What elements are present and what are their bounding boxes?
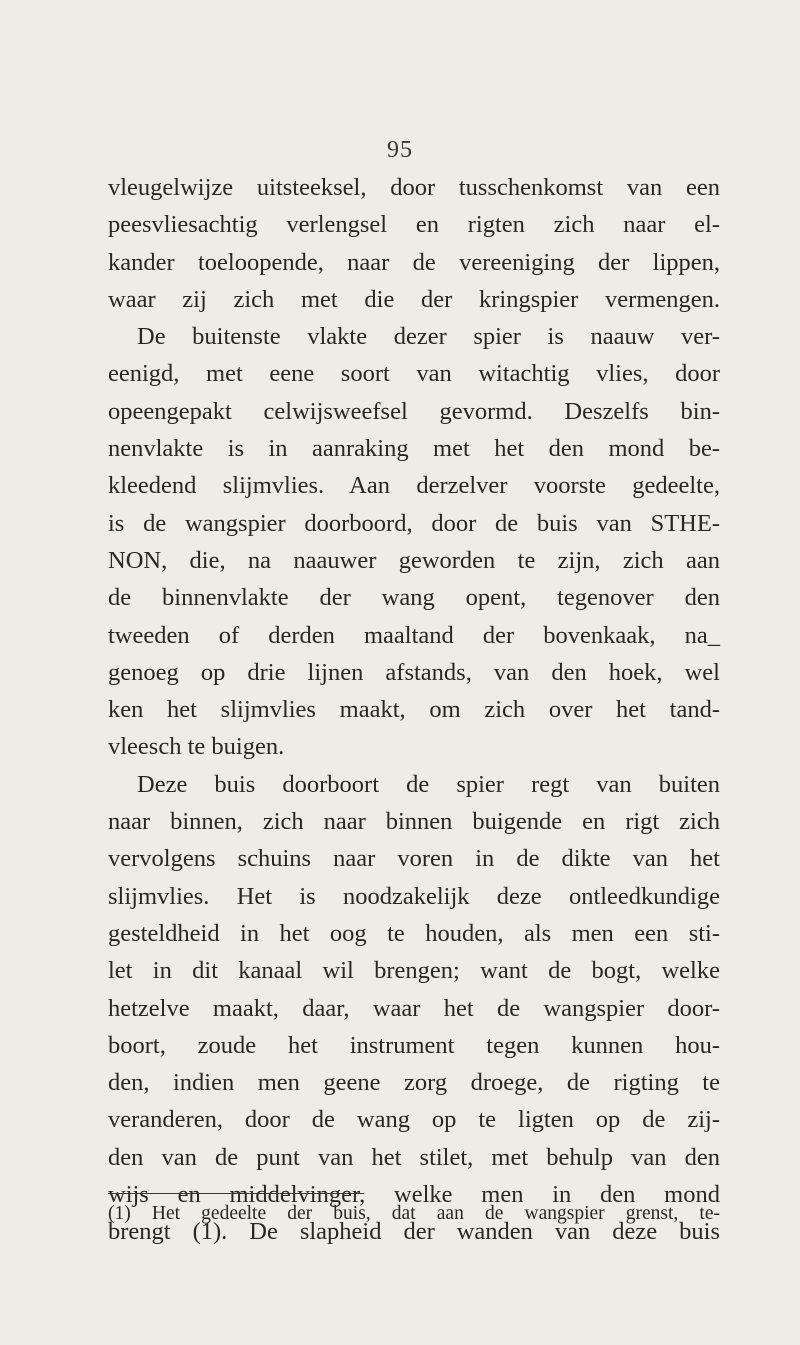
text-line: hetzelve maakt, daar, waar het de wangspier door-	[108, 994, 720, 1022]
text-line: kleedend slijmvlies. Aan derzelver voorste gedeelte,	[108, 472, 720, 500]
text-line: gesteldheid in het oog te houden, als men een sti-	[108, 919, 720, 947]
footnote-divider	[108, 1193, 364, 1194]
text-line: waar zij zich met die der kringspier vermengen.	[108, 285, 720, 313]
text-line: de binnenvlakte der wang opent, tegenover den	[108, 584, 720, 612]
text-line: nenvlakte is in aanraking met het den mond be-	[108, 435, 720, 463]
text-line: den van de punt van het stilet, met behulp van den	[108, 1143, 720, 1171]
text-line: genoeg op drie lijnen afstands, van den hoek, wel	[108, 658, 720, 686]
text-line: boort, zoude het instrument tegen kunnen hou-	[108, 1031, 720, 1059]
text-line: De buitenste vlakte dezer spier is naauw ver-	[137, 323, 720, 351]
text-line: peesvliesachtig verlengsel en rigten zich naar el-	[108, 211, 720, 239]
text-line: ken het slijmvlies maakt, om zich over het tand-	[108, 696, 720, 724]
text-line: brengt (1). De slapheid der wanden van deze buis	[108, 1218, 720, 1246]
text-line: naar binnen, zich naar binnen buigende en rigt zich	[108, 808, 720, 836]
text-line: opeengepakt celwijsweefsel gevormd. Deszelfs bin-	[108, 397, 720, 425]
text-line: den, indien men geene zorg droege, de rigting te	[108, 1069, 720, 1097]
body-text	[108, 169, 720, 1251]
text-line: vleesch te buigen.	[108, 733, 285, 761]
text-line: vleugelwijze uitsteeksel, door tusschenkomst van een	[108, 174, 720, 201]
footnote: (1) Het gedeelte der buis, dat aan de wangspier grenst, te-	[108, 1203, 720, 1224]
text-line: NON, die, na naauwer geworden te zijn, zich aan	[108, 546, 720, 574]
page-number: 95	[387, 137, 413, 163]
text-line: eenigd, met eene soort van witachtig vlies, door	[108, 360, 720, 388]
text-line: let in dit kanaal wil brengen; want de bogt, welke	[108, 957, 720, 985]
text-line: wijs en middelvinger, welke men in den mond	[108, 1181, 720, 1209]
text-line: slijmvlies. Het is noodzakelijk deze ontleedkundige	[108, 882, 720, 910]
text-line: kander toeloopende, naar de vereeniging der lippen,	[108, 248, 720, 276]
text-line: Deze buis doorboort de spier regt van buiten	[137, 770, 720, 798]
text-line: is de wangspier doorboord, door de buis van STHE-	[108, 509, 720, 537]
text-line: vervolgens schuins naar voren in de dikte van het	[108, 845, 720, 873]
text-line: tweeden of derden maaltand der bovenkaak, na_	[108, 621, 720, 649]
text-line: veranderen, door de wang op te ligten op de zij-	[108, 1106, 720, 1134]
